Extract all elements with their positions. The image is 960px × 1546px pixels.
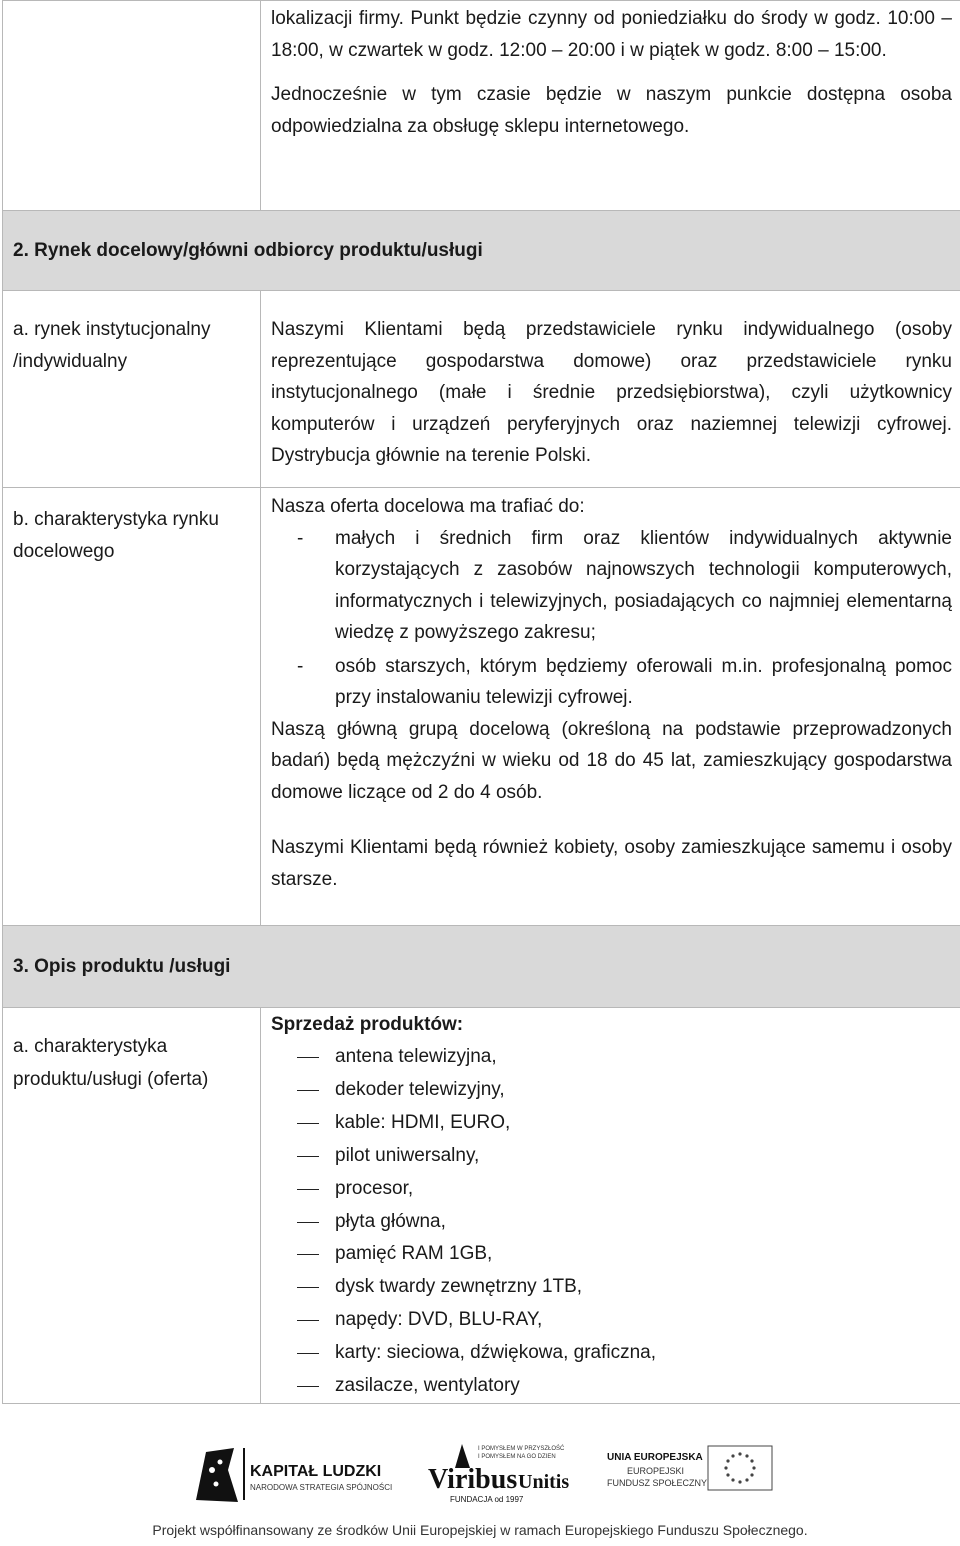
dash-bullet: [297, 1090, 319, 1091]
location-cell: [261, 1, 960, 211]
product-item-text: dekoder telewizyjny,: [335, 1078, 505, 1100]
dash-bullet: [297, 1287, 319, 1288]
product-item: [261, 1041, 960, 1074]
product-item: [261, 1140, 960, 1173]
vu-name-2: Unitis: [518, 1471, 570, 1493]
kl-subtitle: NARODOWA STRATEGIA SPÓJNOŚCI: [250, 1483, 393, 1492]
product-cell: [261, 1008, 960, 1404]
footer-logos: [0, 1440, 960, 1510]
product-item-text: kable: HDMI, EURO,: [335, 1111, 511, 1133]
target-bullet-text: małych i średnich firm oraz klientów indywidualnych aktywnie korzystających z zasobów najnowszych technologii komputerowych, informatycznych i telewizyjnych, posiadających co najmniej elementarną wiedzę z powyższego zakresu;: [335, 527, 952, 643]
empty-label-cell: [3, 1, 261, 211]
product-item-text: płyta główna,: [335, 1210, 446, 1232]
product-item: [261, 1337, 960, 1370]
product-item-text: karty: sieciowa, dźwiękowa, graficzna,: [335, 1342, 657, 1364]
product-item: [261, 1304, 960, 1337]
target-bullet-1: [261, 523, 960, 649]
product-label: a. charakterystyka produktu/usługi (oferta): [13, 1036, 209, 1090]
product-item-text: napędy: DVD, BLU-RAY,: [335, 1309, 543, 1331]
product-item: [261, 1370, 960, 1403]
eu-subtitle-1: EUROPEJSKI: [627, 1466, 685, 1476]
dash-bullet: [297, 1123, 319, 1124]
products-subheading: Sprzedaż produktów:: [271, 1014, 464, 1035]
vu-name-1: Viribus: [428, 1464, 518, 1495]
target-intro: Nasza oferta docelowa ma trafiać do:: [271, 496, 585, 517]
section3-heading: 3. Opis produktu /usługi: [13, 956, 231, 977]
dash-bullet: [297, 1386, 319, 1387]
vu-tagline-1: I POMYSŁEM W PRZYSZŁOŚĆ: [478, 1446, 565, 1452]
dash-bullet: -: [297, 527, 304, 549]
location-paragraph: lokalizacji firmy. Punkt będzie czynny od poniedziałku do środy w godz. 10:00 – 18:00, w czwartek w godz. 12:00 – 20:00 i w piątek w godz. 8:00 – 15:00.: [271, 8, 952, 61]
product-item-text: pilot uniwersalny,: [335, 1144, 480, 1166]
kapital-ludzki-logo: [196, 1448, 392, 1502]
eu-subtitle-2: FUNDUSZ SPOŁECZNY: [607, 1478, 708, 1488]
footer: [0, 1400, 960, 1546]
product-item: [261, 1238, 960, 1271]
product-item: [261, 1271, 960, 1304]
viribus-unitis-logo: [428, 1444, 569, 1504]
eu-logo: [607, 1446, 772, 1490]
cofinancing-note: Projekt współfinansowany ze środków Unii Europejskiej w ramach Europejskiego Funduszu Społecznego.: [152, 1522, 808, 1538]
product-item-text: pamięć RAM 1GB,: [335, 1243, 493, 1265]
vu-foundation: FUNDACJA od 1997: [450, 1495, 524, 1504]
product-item: [261, 1173, 960, 1206]
dash-bullet: [297, 1353, 319, 1354]
dash-bullet: -: [297, 655, 304, 677]
section2-heading: 2. Rynek docelowy/główni odbiorcy produktu/usługi: [13, 240, 483, 261]
business-plan-table: [2, 0, 960, 1404]
product-item: [261, 1074, 960, 1107]
target-market-label-cell: [3, 488, 261, 926]
section2-heading-cell: [3, 211, 960, 291]
market-type-label: a. rynek instytucjonalny /indywidualny: [13, 319, 211, 372]
additional-clients-paragraph: Naszymi Klientami będą również kobiety, osoby zamieszkujące samemu i osoby starsze.: [271, 837, 952, 890]
product-item: [261, 1107, 960, 1140]
target-market-label: b. charakterystyka rynku docelowego: [13, 509, 219, 562]
kl-title: KAPITAŁ LUDZKI: [250, 1463, 382, 1480]
target-group-paragraph: Naszą główną grupą docelową (określoną na podstawie przeprowadzonych badań) będą mężczyźni w wieku od 18 do 45 lat, zamieszkujący gospodarstwa domowe liczące od 2 do 4 osób.: [271, 718, 952, 803]
target-market-cell: [261, 488, 960, 926]
availability-paragraph: Jednocześnie w tym czasie będzie w naszym punkcie dostępna osoba odpowiedzialna za obsługę sklepu internetowego.: [271, 84, 952, 137]
target-bullet-text: osób starszych, którym będziemy oferowali m.in. profesjonalną pomoc przy instalowaniu telewizji cyfrowej.: [335, 655, 952, 708]
market-type-label-cell: [3, 291, 261, 488]
product-item-text: procesor,: [335, 1177, 414, 1199]
product-item-text: zasilacze, wentylatory: [335, 1375, 520, 1397]
target-bullet-2: [261, 651, 960, 714]
dash-bullet: [297, 1254, 319, 1255]
dash-bullet: [297, 1057, 319, 1058]
section3-heading-cell: [3, 926, 960, 1008]
product-item: [261, 1206, 960, 1239]
dash-bullet: [297, 1320, 319, 1321]
vu-tagline-2: I POMYSŁEM NA GO DZIEN: [478, 1454, 556, 1460]
dash-bullet: [297, 1222, 319, 1223]
dash-bullet: [297, 1156, 319, 1157]
product-item-text: antena telewizyjna,: [335, 1046, 497, 1067]
eu-title: UNIA EUROPEJSKA: [607, 1452, 703, 1463]
dash-bullet: [297, 1189, 319, 1190]
product-label-cell: [3, 1008, 261, 1404]
market-type-text: Naszymi Klientami będą przedstawiciele rynku indywidualnego (osoby reprezentujące gospodarstwa domowe) oraz przedstawiciele rynku instytucjonalnego (małe i średnie przedsiębiorstwa), czyli użytkownicy komputerów i urządzeń peryferyjnych oraz naziemnej telewizji cyfrowej. Dystrybucja głównie na terenie Polski.: [271, 319, 952, 466]
market-type-cell: [261, 291, 960, 488]
product-item-text: dysk twardy zewnętrzny 1TB,: [335, 1276, 583, 1298]
